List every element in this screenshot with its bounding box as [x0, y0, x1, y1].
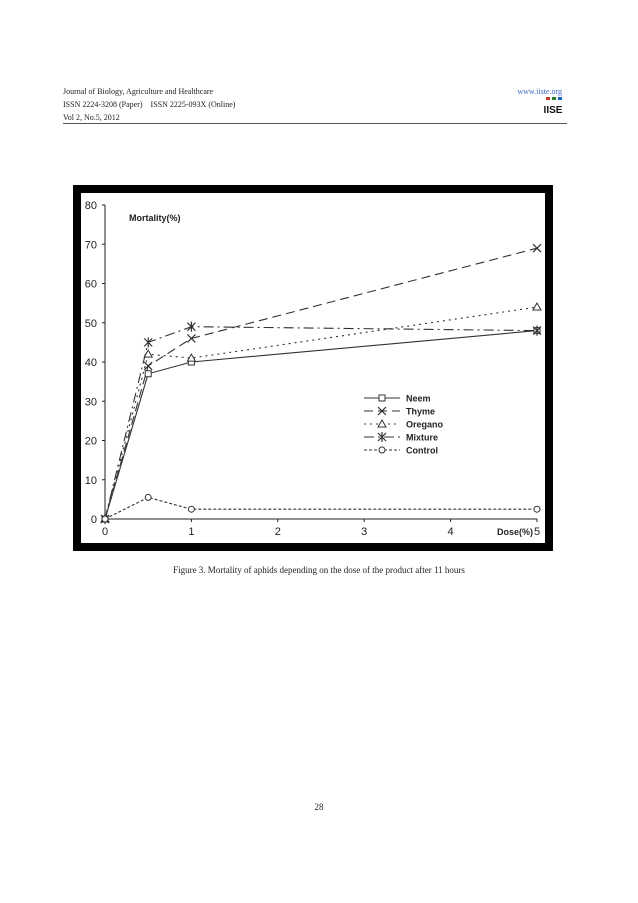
y-tick-label: 80 [84, 200, 97, 212]
legend-thyme-label: Thyme [406, 406, 436, 417]
x-tick-label: 3 [361, 526, 368, 538]
oregano-point [533, 303, 541, 310]
y-tick-label: 40 [84, 357, 97, 369]
control-point [534, 506, 540, 512]
mortality-line-chart [81, 193, 545, 543]
oregano-series-line [105, 307, 537, 519]
issn-line: ISSN 2224-3208 (Paper) ISSN 2225-093X (Online) [63, 100, 236, 109]
figure-frame [73, 185, 553, 551]
y-tick-label: 0 [90, 514, 97, 526]
y-tick-label: 10 [84, 474, 97, 487]
legend-mixture-label: Mixture [406, 432, 439, 443]
neem-point [145, 371, 151, 377]
legend-neem-point [379, 395, 385, 401]
thyme-point [144, 362, 152, 370]
y-tick-label: 30 [84, 396, 97, 409]
y-tick-label: 20 [84, 435, 97, 448]
legend-neem-label: Neem [406, 393, 431, 404]
website-link[interactable]: www.iiste.org [517, 87, 562, 96]
control-series-line [105, 497, 537, 519]
y-tick-label: 50 [84, 317, 97, 330]
iiste-logo [540, 96, 566, 118]
journal-title: Journal of Biology, Agriculture and Healthcare [63, 87, 214, 96]
x-tick-label: 1 [188, 526, 195, 538]
neem-series-line [105, 331, 537, 519]
legend-oregano-point [378, 420, 386, 427]
x-tick-label: 4 [447, 526, 454, 538]
y-tick-label: 70 [84, 239, 97, 252]
thyme-point [533, 244, 541, 252]
x-tick-label: 0 [101, 526, 109, 538]
figure-caption: Figure 3. Mortality of aphids depending on the dose of the product after 11 hours [173, 565, 465, 575]
y-axis-label: Mortality(%) [129, 213, 181, 223]
mixture-point [187, 322, 195, 332]
logo-lettering: IISE [543, 105, 563, 116]
control-point [145, 494, 151, 500]
legend-control-label: Control [406, 445, 438, 456]
header-rule [63, 123, 567, 124]
y-tick-label: 60 [84, 278, 97, 291]
page-number: 28 [314, 802, 324, 812]
legend-oregano-label: Oregano [406, 419, 444, 430]
control-point [102, 516, 108, 522]
x-tick-label: 2 [274, 526, 281, 538]
thyme-series-line [105, 248, 537, 519]
volume-line: Vol 2, No.5, 2012 [63, 113, 120, 122]
control-point [188, 506, 194, 512]
mixture-series-line [105, 327, 537, 519]
mixture-point [144, 337, 152, 347]
thyme-point [187, 334, 195, 342]
x-tick-label: 5 [533, 526, 541, 538]
x-axis-label: Dose(%) [496, 527, 533, 537]
legend-control-point [379, 447, 385, 453]
